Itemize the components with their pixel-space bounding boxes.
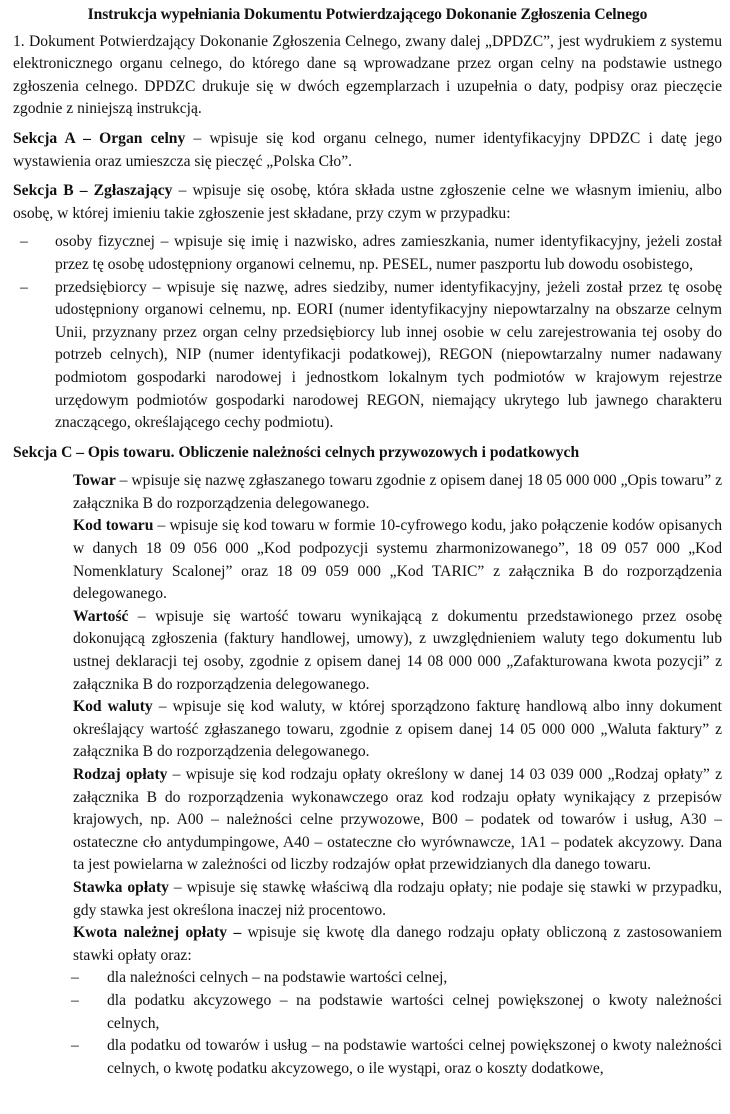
field-label: Kod towaru	[73, 517, 154, 535]
field-stawka-oplaty	[73, 877, 722, 922]
section-a-text: – wpisuje się kod organu celnego, numer identyfikacyjny DPDZC i datę jego wystawienia oraz umieszcza się pieczęć „Polska Cło”.	[13, 129, 722, 170]
field-text: – wpisuje się kod towaru w formie 10-cyfrowego kodu, jako połączenie kodów opisanych w danych 18 09 056 000 „Kod podpozycji systemu zharmonizowanego”, 18 09 057 000 „Kod Nomenklatury Scalonej” oraz 18 09 059 000 „Kod TARIC” z załącznika B do rozporządzenia delegowanego.	[73, 517, 722, 603]
dash-bullet: –	[20, 233, 28, 251]
field-rodzaj-oplaty	[73, 764, 722, 877]
dash-bullet: –	[71, 969, 79, 987]
field-label: Kod waluty	[73, 698, 153, 716]
list-item-text: osoby fizycznej – wpisuje się imię i nazwisko, adres zamieszkania, numer identyfikacyjny, jeżeli został przez tę osobę udostępniony organowi celnemu, np. PESEL, numer paszportu lub dowodu osobistego,	[55, 233, 722, 273]
dash-bullet: –	[71, 991, 79, 1009]
list-item-excise-tax	[73, 990, 722, 1035]
dash-bullet: –	[20, 278, 28, 296]
list-item-text: dla podatku od towarów i usług – na podstawie wartości celnej powiększonej o kwoty należności celnych, o kwotę podatku akcyzowego, o ile wystąpi, oraz o koszty dodatkowe,	[107, 1037, 722, 1077]
field-kod-waluty	[73, 696, 722, 764]
field-label: Rodzaj opłaty	[73, 766, 168, 783]
section-a	[13, 128, 722, 173]
field-text: – wpisuje się nazwę zgłaszanego towaru zgodnie z opisem danej 18 05 000 000 „Opis towaru” z załącznika B do rozporządzenia delegowanego.	[73, 472, 722, 512]
field-label: Towar	[73, 472, 116, 490]
field-text: wpisuje się kwotę dla danego rodzaju opłaty obliczoną z zastosowaniem stawki opłaty oraz:	[73, 924, 722, 964]
field-wartosc	[73, 606, 722, 696]
list-item-entrepreneur	[13, 277, 722, 435]
field-label: Stawka opłaty	[73, 878, 169, 896]
amount-basis-list	[73, 967, 722, 1080]
section-c-body	[13, 470, 722, 1080]
list-item-customs-duty	[73, 967, 722, 990]
dash-bullet: –	[71, 1037, 79, 1055]
field-towar	[73, 470, 722, 515]
list-item-text: dla należności celnych – na podstawie wartości celnej,	[107, 969, 448, 987]
field-text: – wpisuje się kod waluty, w której sporządzono fakturę handlową albo inny dokument określający wartość zgłaszanego towaru, zgodnie z opisem danej 14 05 000 000 „Waluta faktury” z załącznika B do rozporządzenia delegowanego.	[73, 698, 722, 761]
intro-paragraph: 1. Dokument Potwierdzający Dokonanie Zgłoszenia Celnego, zwany dalej „DPDZC”, jest wydrukiem z systemu elektronicznego organu celnego, do którego dane są wprowadzane przez organ celny na podstawie ustnego zgłoszenia celnego. DPDZC drukuje się w dwóch egzemplarzach i uzupełnia o daty, podpisy oraz pieczęcie zgodnie z niniejszą instrukcją.	[13, 32, 722, 118]
field-text: – wpisuje się kod rodzaju opłaty określony w danej 14 03 039 000 „Rodzaj opłaty” z załącznika B do rozporządzenia wykonawczego oraz kod rodzaju opłaty wynikający z przepisów krajowych, np. A00 – należności celne przywozowe, B00 – podatek od towarów i usług, A30 – ostateczne cło antydumpingowe, A40 – ostateczne cło wyrównawcze, 1A1 – podatek akcyzowy. Dana ta jest powielarna w zależności od liczby rodzajów opłat przewidzianych dla danego towaru.	[73, 766, 722, 874]
field-label: Kwota należnej opłaty –	[73, 924, 242, 942]
field-label: Wartość	[73, 607, 129, 625]
document-title: Instrukcja wypełniania Dokumentu Potwierdzającego Dokonanie Zgłoszenia Celnego	[87, 6, 648, 23]
section-a-label: Sekcja A – Organ celny	[13, 129, 186, 147]
field-kwota-naleznej-oplaty	[73, 922, 722, 967]
list-item-text: dla podatku akcyzowego – na podstawie wartości celnej powiększonej o kwoty należności celnych,	[107, 991, 722, 1032]
section-b-list	[13, 231, 722, 434]
field-kod-towaru	[73, 515, 722, 605]
list-item-vat	[73, 1035, 722, 1080]
list-item-natural-person	[13, 231, 722, 276]
section-b-text: – wpisuje się osobę, która składa ustne zgłoszenie celne we własnym imieniu, albo osobę, w której imieniu takie zgłoszenie jest składane, przy czym w przypadku:	[13, 182, 722, 222]
section-b	[13, 180, 722, 225]
section-c-heading: Sekcja C – Opis towaru. Obliczenie należności celnych przywozowych i podatkowych	[13, 443, 580, 461]
section-b-label: Sekcja B – Zgłaszający	[13, 182, 173, 200]
field-text: – wpisuje się stawkę właściwą dla rodzaju opłaty; nie podaje się stawki w przypadku, gdy stawka jest określona inaczej niż procentowo.	[73, 878, 722, 919]
field-text: – wpisuje się wartość towaru wynikającą z dokumentu przedstawionego przez osobę dokonującą zgłoszenia (faktury handlowej, umowy), z uwzględnieniem waluty tego dokumentu lub ustnej deklaracji tej osoby, zgodnie z opisem danej 14 08 000 000 „Zafakturowana kwota pozycji” z załącznika B do rozporządzenia delegowanego.	[73, 607, 722, 693]
list-item-text: przedsiębiorcy – wpisuje się nazwę, adres siedziby, numer identyfikacyjny, jeżeli został przez tę osobę udostępniony organowi celnemu, np. EORI (numer identyfikacyjny niepowtarzalny na obszarze celnym Unii, przyznany przez organ celny przedsiębiorcy lub innej osobie w celu zarejestrowania tej osoby do potrzeb celnych), NIP (numer identyfikacji podatkowej), REGON (niepowtarzalny numer nadawany podmiotom gospodarki narodowej i jednostkom lokalnym tych podmiotów w krajowym rejestrze urzędowym podmiotów gospodarki narodowej REGON, niemający ukrytego lub jawnego charakteru znaczącego, określającego cechy podmiotu).	[55, 278, 722, 432]
